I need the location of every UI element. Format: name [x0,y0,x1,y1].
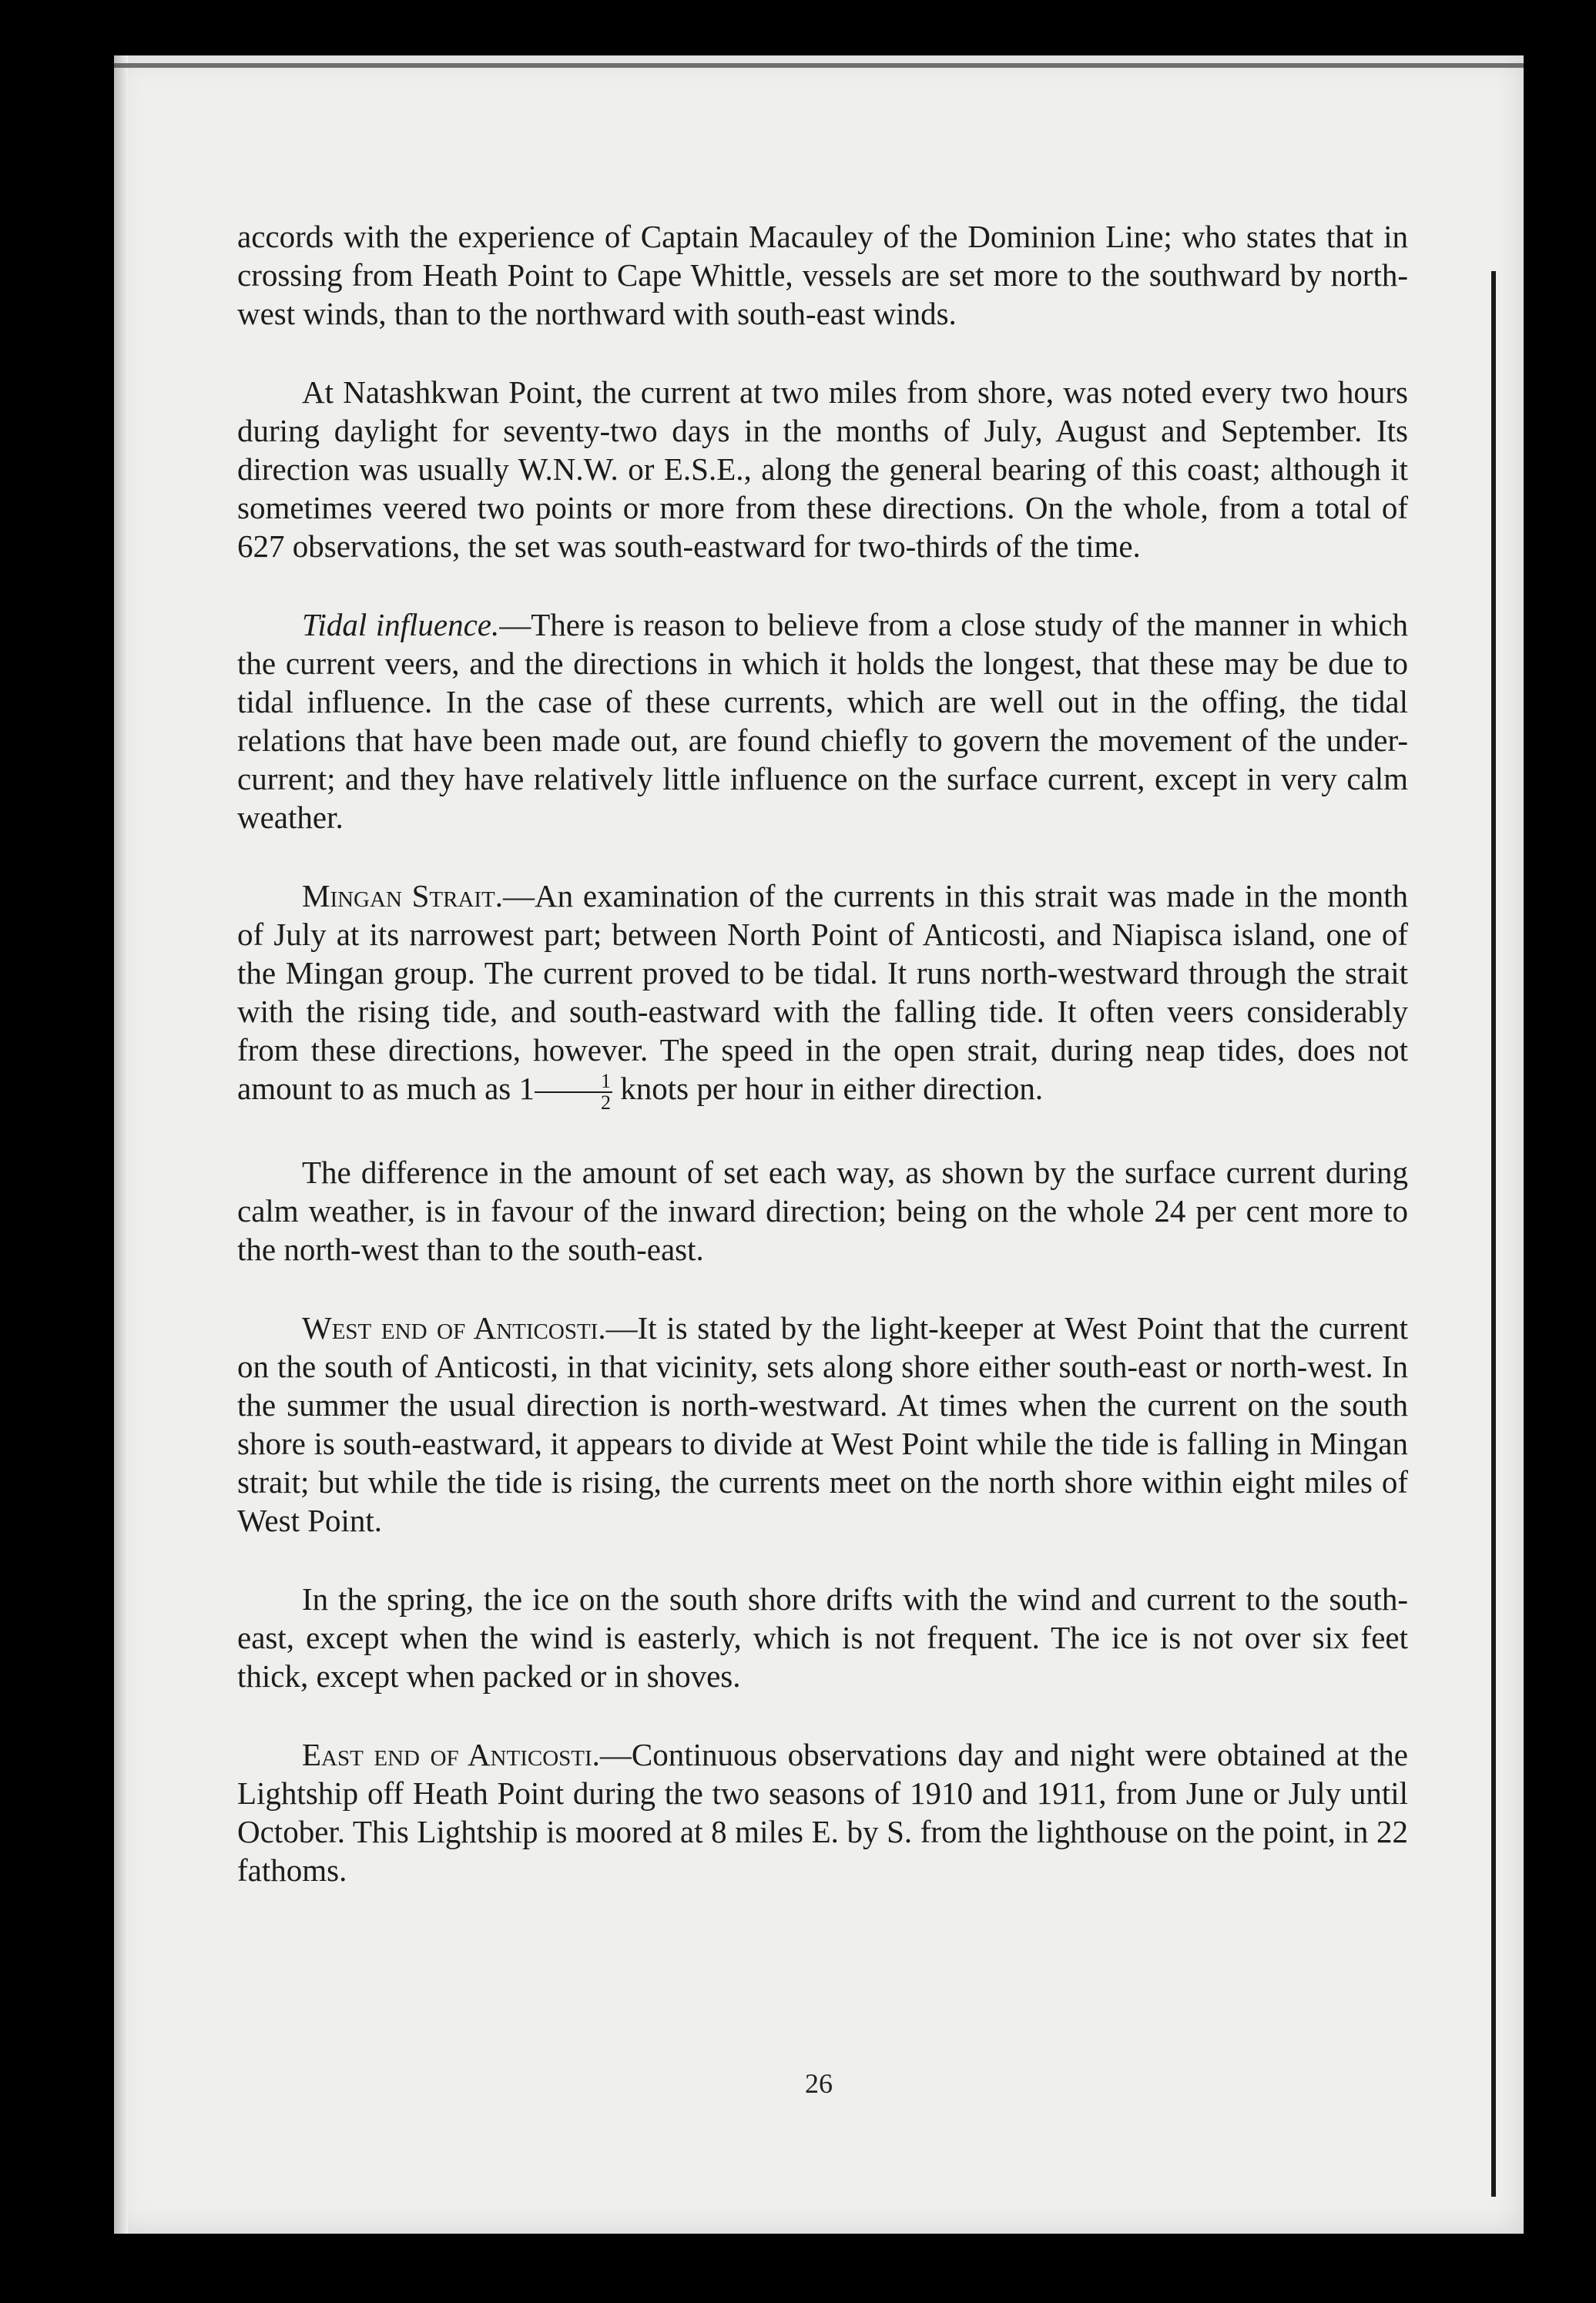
paragraph-text: —There is reason to believe from a close study of the manner in which the current veers, and the directions in which it holds the longest, that these may be due to tidal influence. In the case of these currents, which are well out in the offing, the tidal relations that have been made out, are found chiefly to govern the movement of the under-current; and they have relatively little influence on the surface current, except in very calm weather. [237,607,1408,835]
top-edge-rule [114,63,1524,68]
fraction [535,1071,612,1113]
paragraph-text: —An examination of the currents in this strait was made in the month of July at its narrowest part; between North Point of Anticosti, and Niapisca island, one of the Mingan group. The current proved to be tidal. It runs north-westward through the strait with the rising tide, and south-eastward with the falling tide. It often veers considerably from these directions, however. The speed in the open strait, during neap tides, does not amount to as much as 1 [237,878,1409,1106]
paragraph-text: —It is stated by the light-keeper at West Point that the current on the south of Anticosti, in that vicinity, sets along shore either south-east or north-west. In the summer the usual direction is north-westward. At times when the current on the south shore is south-eastward, it appears to divide at West Point while the tide is falling in Mingan strait; but while the tide is rising, the currents meet on the north shore within eight miles of West Point. [237,1309,1409,1538]
paragraph-natashkwan-point [237,373,1408,565]
paragraph-text: accords with the experience of Captain Macauley of the Dominion Line; who states that in crossing from Heath Point to Cape Whittle, vessels are set more to the southward by north-west winds, than to the northward with south-east winds. [237,219,1408,331]
paragraph-set-difference [237,1153,1408,1269]
section-heading: West end of Anticosti. [302,1309,606,1346]
page-binding-shadow [114,55,128,2234]
page-number: 26 [805,2068,833,2099]
paragraph-tidal-influence [237,605,1408,836]
paragraph-mingan-strait [237,877,1408,1113]
paragraph-west-end-anticosti [237,1309,1408,1540]
right-edge-rule [1491,271,1496,2197]
paragraph-east-end-anticosti [237,1735,1408,1889]
paragraph-spring-ice [237,1580,1408,1695]
paragraph-text: The difference in the amount of set each way, as shown by the surface current during calm weather, is in favour of the inward direction; being on the whole 24 per cent more to the north-west than to the south-east. [237,1154,1408,1267]
section-heading: Tidal influence. [302,607,500,642]
fraction-numerator: 1 [535,1071,612,1093]
paragraph-text: In the spring, the ice on the south shore drifts with the wind and current to the south-east, except when the wind is easterly, which is not frequent. The ice is not over six feet thick, except when packed or in shoves. [237,1581,1408,1694]
section-heading: Mingan Strait. [302,878,504,913]
paragraph-text: knots per hour in either direction. [612,1071,1044,1106]
document-page [114,55,1524,2234]
section-heading: East end of Anticosti. [302,1736,600,1772]
fraction-denominator: 2 [601,1091,612,1114]
paragraph-text: At Natashkwan Point, the current at two miles from shore, was noted every two hours during daylight for seventy-two days in the months of July, August and September. Its direction was usually W.N.W. or E.S.E., along the general bearing of this coast; although it sometimes veered two points or more from these directions. On the whole, from a total of 627 observations, the set was south-eastward for two-thirds of the time. [237,374,1408,564]
paragraph-text: —Continuous observations day and night were obtained at the Lightship off Heath Point during the two seasons of 1910 and 1911, from June or July until October. This Lightship is moored at 8 miles E. by S. from the lighthouse on the point, in 22 fathoms. [237,1736,1408,1888]
body-text [237,217,1408,1929]
paragraph-continuation [237,217,1408,333]
